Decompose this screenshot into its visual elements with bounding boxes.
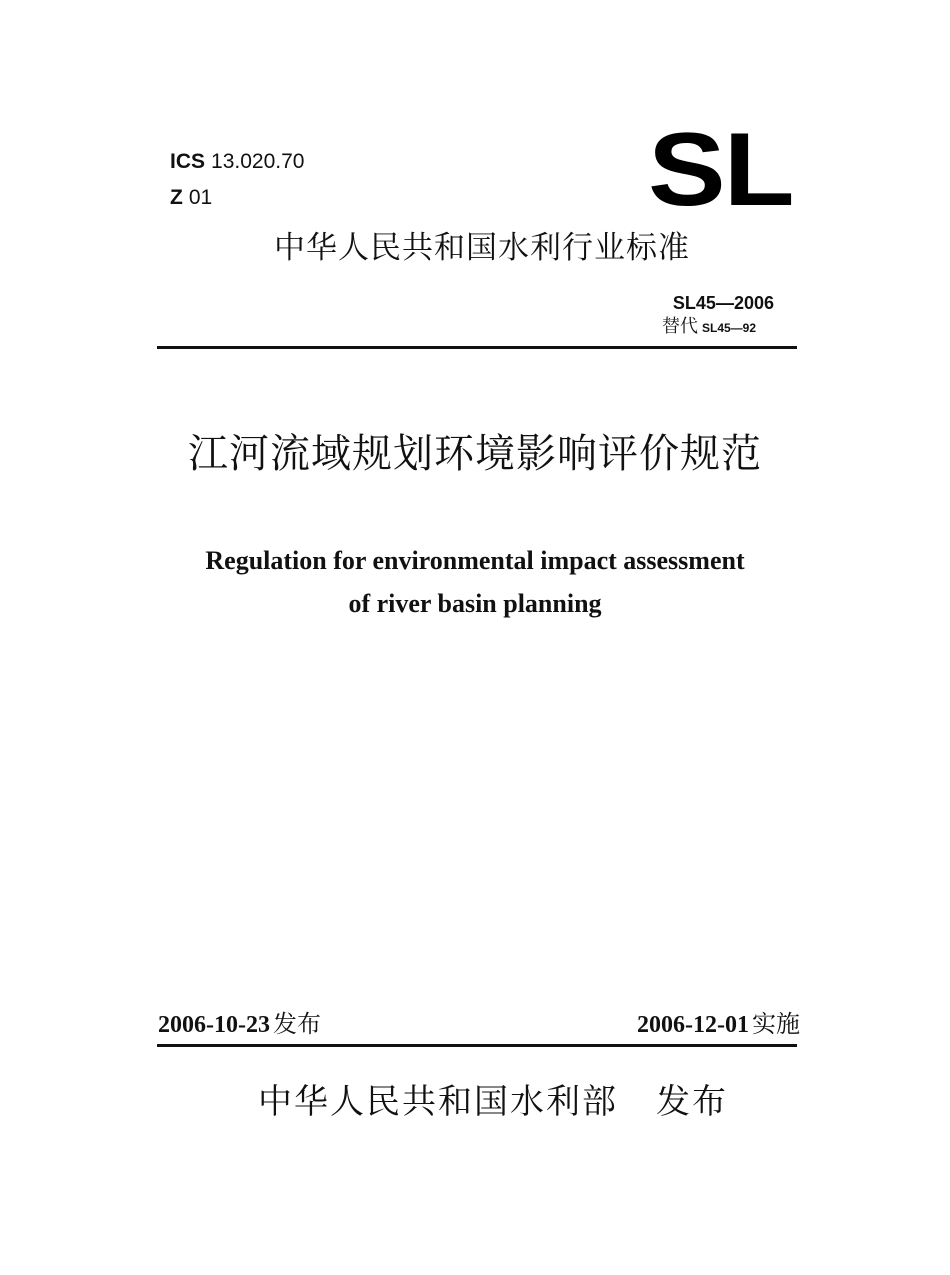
- implementation-label: 实施: [752, 1010, 800, 1038]
- publisher-action: 发布: [656, 1082, 728, 1122]
- ccs-label: Z: [170, 186, 183, 209]
- ccs-classification: [170, 186, 212, 210]
- ccs-code: 01: [188, 186, 213, 209]
- issue-date: [158, 1008, 321, 1043]
- ics-label: ICS: [170, 150, 206, 173]
- implementation-date-value: 2006-12-01: [637, 1012, 749, 1038]
- ics-classification: [170, 150, 304, 174]
- publisher-name: 中华人民共和国水利部: [258, 1082, 618, 1122]
- title-english-line-1: Regulation for environmental impact assessment: [205, 546, 745, 575]
- issue-date-value: 2006-10-23: [158, 1012, 270, 1038]
- sl-logo: SL: [648, 112, 793, 228]
- standard-number: SL45—2006: [672, 293, 774, 313]
- ics-code: 13.020.70: [211, 150, 305, 173]
- issue-label: 发布: [272, 1010, 321, 1038]
- industry-standard-title: 中华人民共和国水利行业标准: [274, 230, 690, 266]
- top-divider: [157, 346, 797, 349]
- title-english-line-2: of river basin planning: [348, 589, 602, 618]
- replaces-label: 替代: [662, 316, 698, 337]
- replaces-number: SL45—92: [702, 321, 757, 335]
- replaces-line: [662, 316, 756, 339]
- title-chinese: 江河流域规划环境影响评价规范: [188, 431, 762, 477]
- publisher-line: [258, 1078, 728, 1126]
- implementation-date: [637, 1008, 800, 1043]
- bottom-divider: [157, 1044, 797, 1047]
